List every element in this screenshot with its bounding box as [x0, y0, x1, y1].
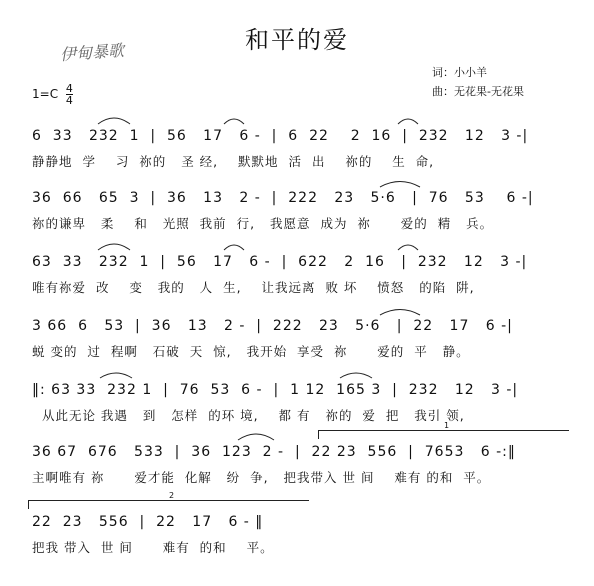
score-row-7	[0, 491, 594, 576]
lyricist: 词：小小羊	[432, 66, 487, 79]
key-label: 1=C	[32, 87, 59, 101]
lyrics-line: 把我 带入 世 间 难有 的和 平。	[32, 540, 274, 555]
lyrics-line: 主啊唯有 祢 爱才能 化解 纷 争, 把我带入 世 间 难有 的和 平。	[32, 470, 491, 485]
score-row-1	[0, 124, 594, 190]
notes-line: 36 67 676 533 | 36 123 2 - | 22 23 556 | 7653 6 -:‖	[32, 444, 516, 460]
score-row-2	[0, 186, 594, 252]
score-row-4	[0, 314, 594, 380]
lyrics-line: 从此无论 我遇 到 怎样 的环 境, 都 有 祢的 爱 把 我引 领,	[32, 408, 465, 423]
score-row-3	[0, 250, 594, 316]
lyrics-line: 唯有祢爱 改 变 我的 人 生, 让我远离 败 坏 愤怒 的陷 阱,	[32, 280, 475, 295]
notes-line: 3 66 6 53 | 36 13 2 - | 222 23 5·6 | 22 17 6 -|	[32, 318, 513, 334]
lyrics-line: 静静地 学 习 祢的 圣 经, 默默地 活 出 祢的 生 命,	[32, 154, 435, 169]
volta-bracket-1	[318, 421, 569, 439]
notes-line: 22 23 556 | 22 17 6 - ‖	[32, 514, 264, 530]
volta-number: 2	[169, 491, 175, 500]
composer: 曲：无花果-无花果	[432, 85, 524, 98]
notes-line: 36 66 65 3 | 36 13 2 - | 222 23 5·6 | 76 53 6 -|	[32, 190, 534, 206]
lyrics-line: 蜕 变的 过 程啊 石破 天 惊, 我开始 享受 祢 爱的 平 静。	[32, 344, 470, 359]
notes-line: 63 33 232 1 | 56 17 6 - | 622 2 16 | 232 12 3 -|	[32, 254, 528, 270]
page-title: 和平的爱	[245, 26, 349, 54]
volta-number: 1	[444, 421, 450, 430]
score-row-6	[0, 421, 594, 506]
lyrics-line: 祢的谦卑 柔 和 光照 我前 行, 我愿意 成为 祢 爱的 精 兵。	[32, 216, 494, 231]
time-bottom: 4	[65, 94, 73, 107]
handwritten-stamp: 伊甸暴歌	[59, 40, 125, 65]
key-signature	[32, 83, 73, 106]
notes-line: 6 33 232 1 | 56 17 6 - | 6 22 2 16 | 232 12 3 -|	[32, 128, 529, 144]
time-top: 4	[65, 82, 73, 95]
notes-line: ‖: 63 33 232 1 | 76 53 6 - | 1 12 165 3 | 232 12 3 -|	[32, 382, 519, 398]
time-signature	[66, 83, 73, 106]
credits	[432, 63, 524, 101]
volta-bracket-2	[28, 491, 309, 509]
